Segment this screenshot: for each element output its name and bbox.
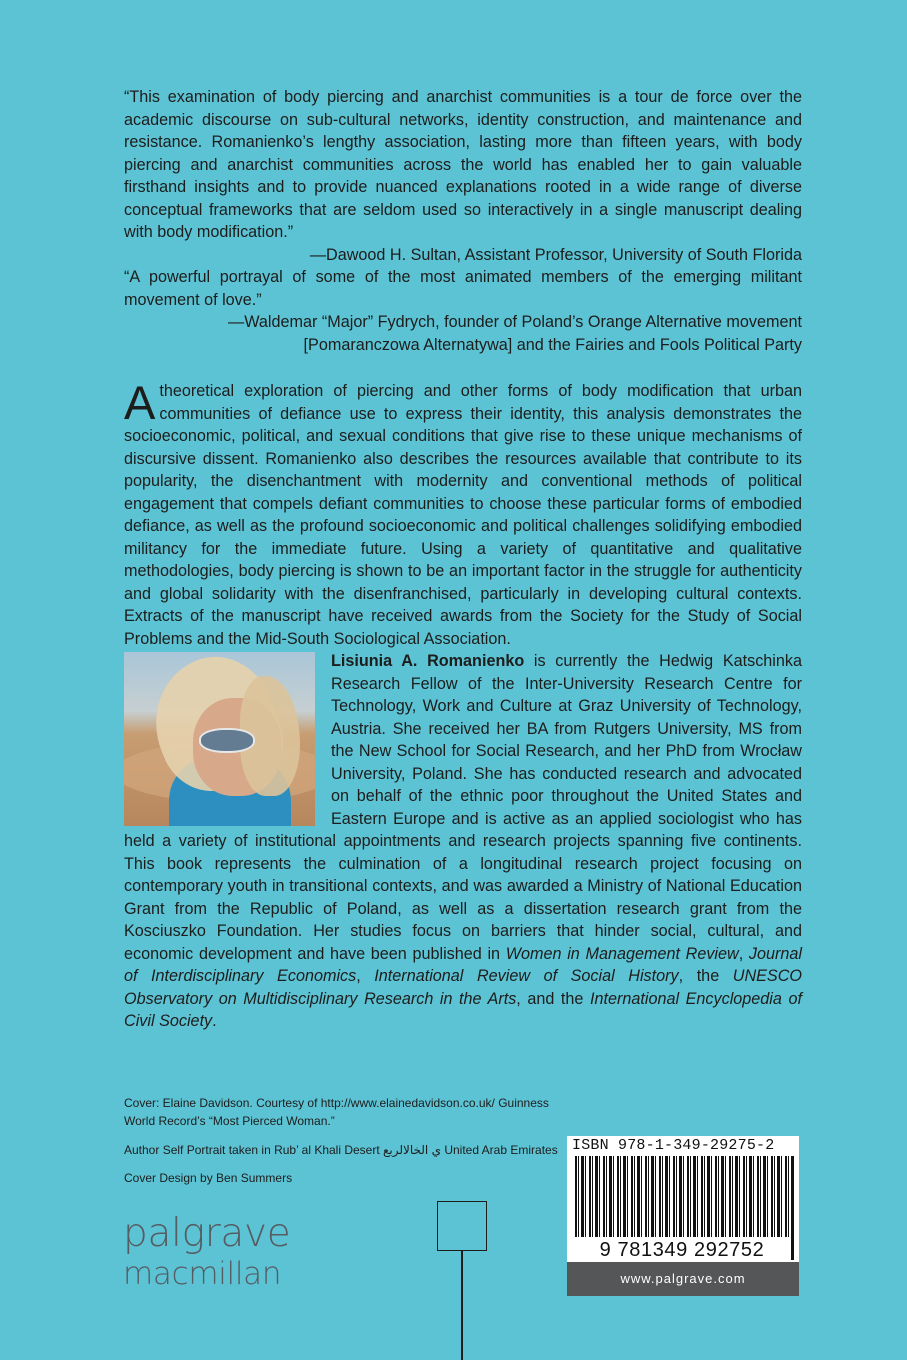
publication-title: International Review of Social History <box>374 967 679 985</box>
publisher-logo-line-1: palgrave <box>123 1211 291 1256</box>
ean-digits: 9 781349 292752 <box>575 1237 789 1263</box>
quote-attribution: —Dawood H. Sultan, Assistant Professor, University of South Florida <box>309 245 802 264</box>
quote-text: “This examination of body piercing and anarchist communities is a tour de force over the academic discourse on sub-cultural networks, identity construction, and maintenance and resistance. Romanienko’s lengthy association, lasting more than fifteen years, with body piercing and anarchist communities across the world has enabled her to gain valuable firsthand insights and to provide nuanced explanations rooted in a wide range of diverse conceptual frameworks that are seldom used so interactively in a single manuscript dealing with body modification.” <box>124 88 802 241</box>
portrait-credit: Author Self Portrait taken in Rub’ al Khali Desert ي الخالالربع United Arab Emirates <box>124 1143 558 1157</box>
bio-text: is currently the Hedwig Katschinka Research Fellow of the Inter-University Research Centre for Technology, Work and Culture at Graz University of Technology, Austria. She received her BA from Rutgers University, MS from the New School for Social Research, and her PhD from Wrocław University, Poland. She has conducted research and advocated on behalf of the ethnic poor throughout the United States and Eastern Europe and is active as an applied sociologist who has held a variety of institutional appointments and research projects spanning five continents. This book represents the culmination of a longitudinal research project focusing on contemporary youth in transitional contexts, and was awarded a Ministry of National Education Grant from the Republic of Poland, as well as a dissertation research grant from the Kosciuszko Foundation. Her studies focus on barriers that hinder social, cultural, and economic development and have been published in <box>124 652 803 963</box>
publication-title: Journal of Interdisciplinary Economics <box>124 944 802 985</box>
description-text: theoretical exploration of piercing and other forms of body modification that urban communities of defiance use to express their identity, this analysis demonstrates the socioeconomic, political, and sexual conditions that give rise to these unique mechanisms of discursive dissent. Romanienko also describes the resources available that contribute to its popularity, the disenchantment with modernity and conventional methods of political engagement that compels defiant communities to choose these particular forms of embodied defiance, as well as the profound socioeconomic and political challenges solidifying embodied militancy for the immediate future. Using a variety of quantitative and qualitative methodologies, body piercing is shown to be an important factor in the struggle for authenticity and global solidarity with the disenfranchised, particularly in developing cultural contexts. Extracts of the manuscript have received awards from the Society for the Study of Social Problems and the Mid-South Sociological Association. <box>124 382 802 648</box>
publisher-logo <box>123 1211 291 1292</box>
isbn-label: ISBN 978-1-349-29275-2 <box>572 1137 775 1154</box>
quote-text: “A powerful portrayal of some of the most animated members of the emerging militant movement of love.” <box>124 268 802 309</box>
cover-credit: Cover: Elaine Davidson. Courtesy of http://www.elainedavidson.co.uk/ Guinness World Record’s “Most Pierced Woman.” <box>124 1096 549 1128</box>
publisher-logo-line-2: macmillan <box>123 1256 282 1292</box>
publication-title: UNESCO Observatory on Multidisciplinary Research in the Arts <box>124 967 803 1008</box>
endorsement-quote-2 <box>124 266 802 356</box>
separator: , <box>738 944 749 963</box>
isbn-barcode <box>567 1136 799 1296</box>
endorsement-quote-1 <box>124 86 802 266</box>
author-name: Lisiunia A. Romanienko <box>331 652 525 670</box>
quote-attribution-line-1: —Waldemar “Major” Fydrych, founder of Poland’s Orange Alternative movement <box>228 313 802 331</box>
series-mark-line <box>461 1251 463 1360</box>
series-mark-icon <box>437 1201 487 1251</box>
separator: . <box>212 1012 217 1030</box>
publication-title: International Encyclopedia of Civil Society <box>124 989 802 1030</box>
publication-title: Women in Management Review <box>505 944 739 963</box>
book-description <box>124 376 802 650</box>
separator: , and the <box>516 989 590 1008</box>
author-bio <box>124 650 802 1033</box>
separator: , the <box>678 967 733 985</box>
quote-attribution-line-2: [Pomaranczowa Alternatywa] and the Fairies and Fools Political Party <box>303 335 802 354</box>
separator: , <box>356 967 375 985</box>
drop-cap: A <box>124 376 156 429</box>
design-credit: Cover Design by Ben Summers <box>124 1171 293 1185</box>
publisher-website: www.palgrave.com <box>567 1262 799 1296</box>
author-photo <box>124 652 315 826</box>
